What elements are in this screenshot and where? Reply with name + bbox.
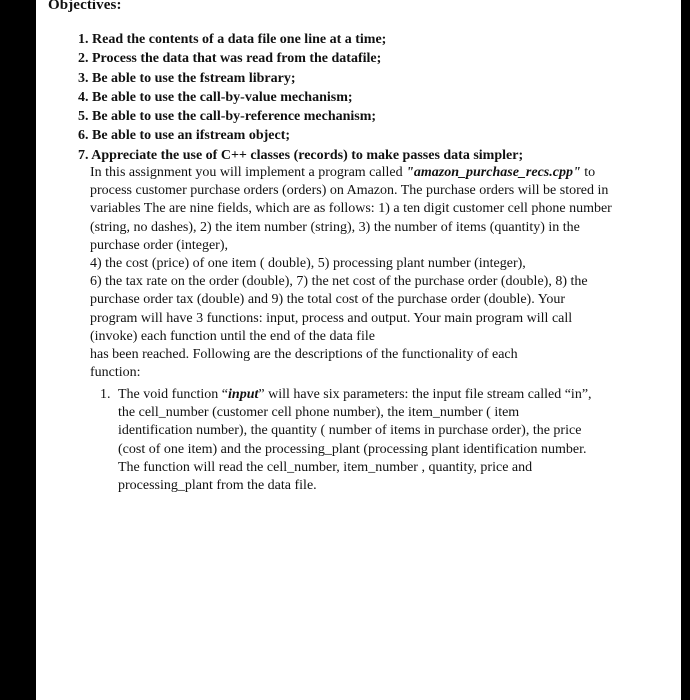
text-line: function: bbox=[90, 365, 141, 381]
text-line: 6) the tax rate on the order (double), 7) the net cost of the purchase order (double), 8) the bbox=[90, 274, 588, 290]
text-line: (invoke) each function until the end of the data file bbox=[90, 328, 375, 344]
objectives-heading: Objectives: bbox=[48, 0, 122, 13]
document-page bbox=[36, 0, 681, 700]
objective-item: 1. Read the contents of a data file one line at a time; bbox=[78, 32, 387, 47]
text-line: The void function “input” will have six parameters: the input file stream called “in”, bbox=[118, 387, 592, 402]
program-filename: "amazon_purchase_recs.cpp" bbox=[406, 165, 581, 180]
objective-item: 6. Be able to use an ifstream object; bbox=[78, 128, 291, 144]
text-line: (string, no dashes), 2) the item number (string), 3) the number of items (quantity) in the bbox=[90, 219, 580, 235]
text-line: purchase order (integer), bbox=[90, 237, 228, 253]
objective-item: 4. Be able to use the call-by-value mechanism; bbox=[78, 89, 353, 105]
text-line: process customer purchase orders (orders) on Amazon. The purchase orders will be stored in bbox=[90, 183, 609, 199]
text-line: The function will read the cell_number, item_number , quantity, price and bbox=[118, 459, 533, 475]
function-name: input bbox=[228, 387, 259, 402]
objective-item: 3. Be able to use the fstream library; bbox=[78, 70, 296, 86]
text-line: has been reached. Following are the descriptions of the functionality of each bbox=[90, 347, 518, 363]
text-line: purchase order tax (double) and 9) the total cost of the purchase order (double). Your bbox=[90, 292, 566, 308]
text-line: variables The are nine fields, which are as follows: 1) a ten digit customer cell phone number bbox=[90, 201, 612, 217]
text-line: identification number), the quantity ( number of items in purchase order), the price bbox=[118, 423, 582, 439]
text-line: the cell_number (customer cell phone number), the item_number ( item bbox=[118, 405, 520, 421]
list-number: 1. bbox=[100, 387, 111, 402]
text-line: 4) the cost (price) of one item ( double), 5) processing plant number (integer), bbox=[90, 256, 526, 272]
text-line: program will have 3 functions: input, process and output. Your main program will call bbox=[90, 310, 573, 326]
objective-item: 7. Appreciate the use of C++ classes (records) to make passes data simpler; bbox=[78, 147, 524, 163]
text-line: processing_plant from the data file. bbox=[118, 478, 317, 494]
objective-item: 2. Process the data that was read from the datafile; bbox=[78, 51, 382, 67]
text-line: In this assignment you will implement a program called "amazon_purchase_recs.cpp" to bbox=[90, 165, 596, 180]
assignment-description bbox=[90, 164, 650, 382]
text-line: (cost of one item) and the processing_plant (processing plant identification number. bbox=[118, 441, 587, 457]
left-border bbox=[0, 0, 36, 700]
objective-item: 5. Be able to use the call-by-reference mechanism; bbox=[78, 109, 377, 125]
objectives-list bbox=[78, 30, 668, 165]
right-border bbox=[681, 0, 690, 700]
